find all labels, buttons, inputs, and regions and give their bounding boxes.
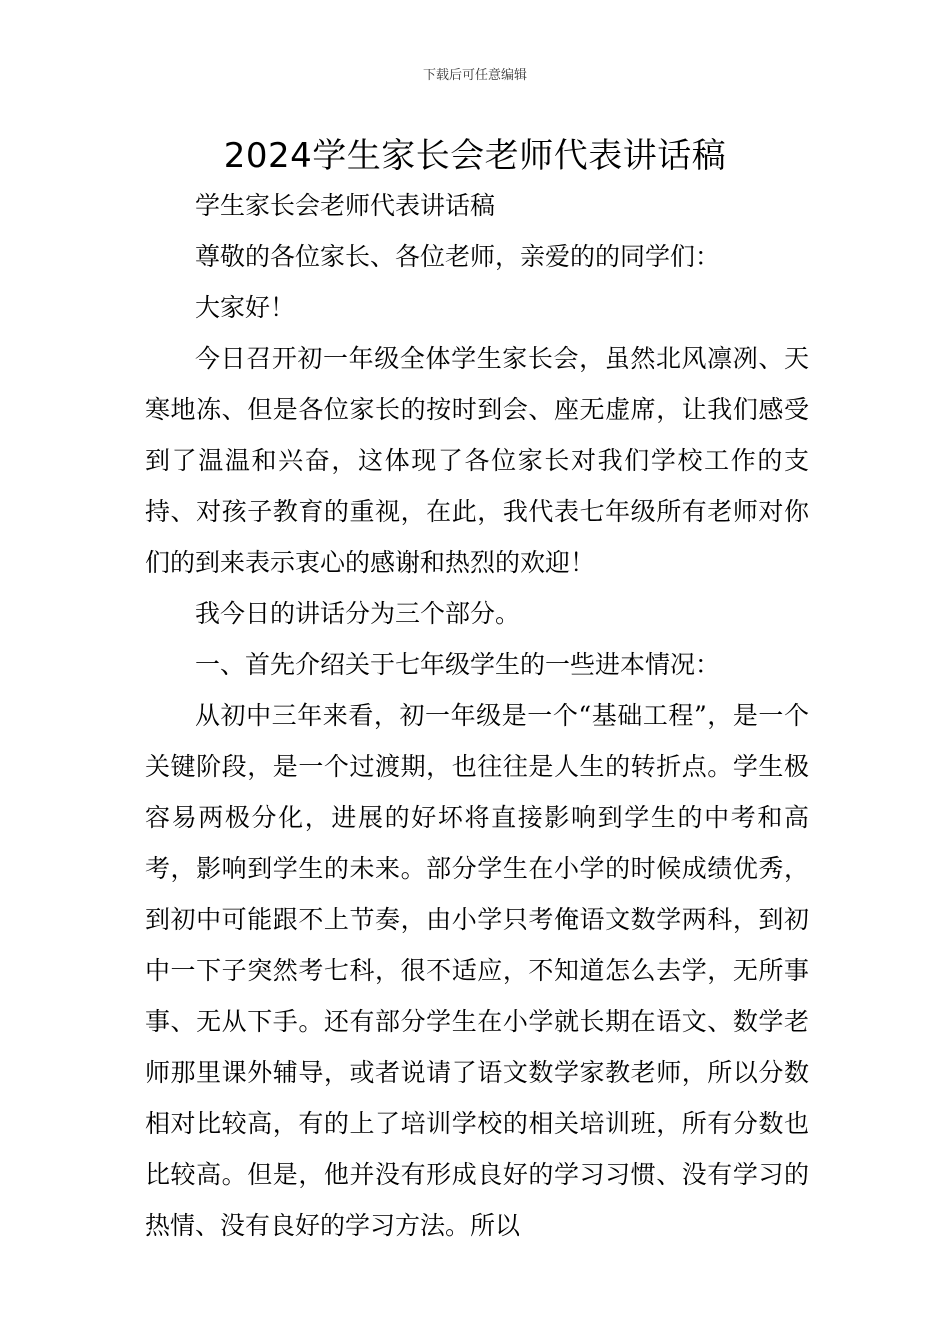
- paragraph-salutation: 尊敬的各位家长、各位老师，亲爱的的同学们：: [195, 242, 721, 271]
- header-note: 下载后可任意编辑: [422, 68, 527, 83]
- paragraph: 今日召开初一年级全体学生家长会，虽然北风凛冽、天寒地冻、但是各位家长的按时到会、座无虚席，让我们感受到了温温和兴奋，这体现了各位家长对我们学校工作的支持、对孩子教育的重视，在此，我代表七年级所有老师对你们的到来表示衷心的感谢和热烈的欢迎！: [145, 344, 809, 577]
- paragraph-subtitle: 学生家长会老师代表讲话稿: [195, 191, 496, 220]
- section-heading: 一、首先介绍关于七年级学生的一些进本情况：: [195, 650, 721, 679]
- paragraph: 我今日的讲话分为三个部分。: [195, 599, 521, 628]
- paragraph: 从初中三年来看，初一年级是一个“基础工程”，是一个关键阶段，是一个过渡期，也往往是人生的转折点。学生极容易两极分化，进展的好坏将直接影响到学生的中考和高考，影响到学生的未来。部分学生在小学的时候成绩优秀，到初中可能跟不上节奏，由小学只考俺语文数学两科，到初中一下子突然考七科，很不适应，不知道怎么去学，无所事事、无从下手。还有部分学生在小学就长期在语文、数学老师那里课外辅导，或者说请了语文数学家教老师，所以分数相对比较高，有的上了培训学校的相关培训班，所有分数也比较高。但是，他并没有形成良好的学习习惯、没有学习的热情、没有良好的学习方法。所以: [145, 701, 809, 1240]
- paragraph-greeting: 大家好！: [195, 293, 296, 322]
- document-title: 2024学生家长会老师代表讲话稿: [223, 136, 727, 176]
- document-body: [145, 180, 809, 1251]
